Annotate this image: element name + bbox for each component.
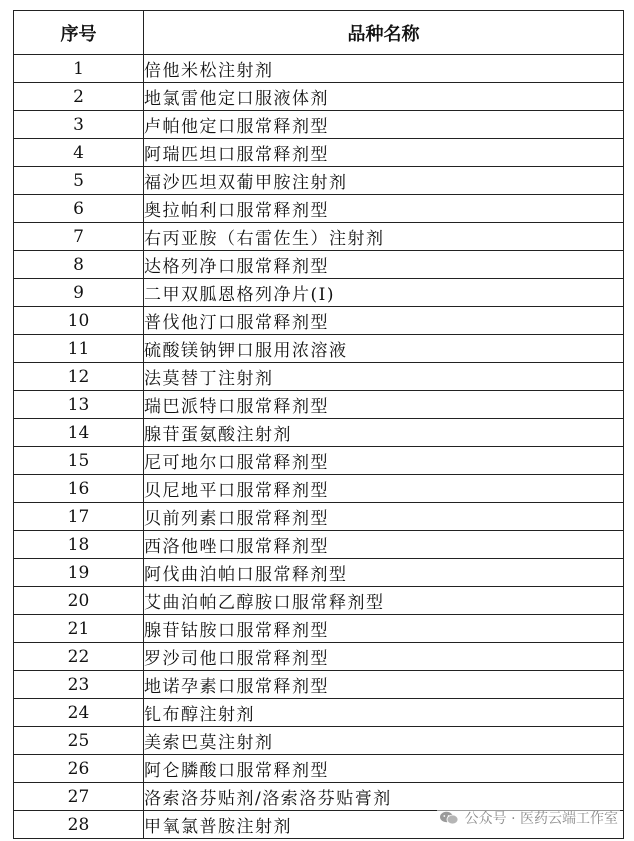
table-row [14,195,624,223]
variety-name-cell: 福沙匹坦双葡甲胺注射剂 [144,167,624,195]
table-row [14,727,624,755]
table-row [14,531,624,559]
variety-name-cell: 阿伐曲泊帕口服常释剂型 [144,559,624,587]
table-row [14,699,624,727]
table-row [14,307,624,335]
table-row [14,279,624,307]
variety-name-cell: 达格列净口服常释剂型 [144,251,624,279]
serial-number-cell: 27 [14,783,144,811]
variety-name-cell: 艾曲泊帕乙醇胺口服常释剂型 [144,587,624,615]
serial-number-cell: 7 [14,223,144,251]
serial-number-cell: 2 [14,83,144,111]
table-header-row [14,11,624,55]
serial-number-cell: 5 [14,167,144,195]
table-body [14,55,624,839]
serial-number-cell: 9 [14,279,144,307]
variety-name-cell: 倍他米松注射剂 [144,55,624,83]
variety-name-cell: 贝尼地平口服常释剂型 [144,475,624,503]
table-row [14,391,624,419]
table-row [14,643,624,671]
variety-name-cell: 腺苷钴胺口服常释剂型 [144,615,624,643]
table-row [14,83,624,111]
serial-number-cell: 28 [14,811,144,839]
drug-varieties-table [13,10,624,839]
serial-number-cell: 17 [14,503,144,531]
variety-name-cell: 美索巴莫注射剂 [144,727,624,755]
serial-number-cell: 25 [14,727,144,755]
table-row [14,615,624,643]
table-row [14,139,624,167]
variety-name-cell: 贝前列素口服常释剂型 [144,503,624,531]
table-row [14,55,624,83]
variety-name-cell: 普伐他汀口服常释剂型 [144,307,624,335]
variety-name-cell: 阿瑞匹坦口服常释剂型 [144,139,624,167]
variety-name-cell: 甲氧氯普胺注射剂 [144,811,624,839]
serial-number-cell: 14 [14,419,144,447]
variety-name-cell: 钆布醇注射剂 [144,699,624,727]
variety-name-cell: 瑞巴派特口服常释剂型 [144,391,624,419]
variety-name-cell: 右丙亚胺（右雷佐生）注射剂 [144,223,624,251]
variety-name-cell: 地氯雷他定口服液体剂 [144,83,624,111]
serial-number-cell: 21 [14,615,144,643]
serial-number-cell: 22 [14,643,144,671]
header-serial-number: 序号 [14,11,144,55]
table-row [14,251,624,279]
table-row [14,503,624,531]
serial-number-cell: 16 [14,475,144,503]
variety-name-cell: 尼可地尔口服常释剂型 [144,447,624,475]
serial-number-cell: 15 [14,447,144,475]
table-row [14,447,624,475]
variety-name-cell: 罗沙司他口服常释剂型 [144,643,624,671]
serial-number-cell: 8 [14,251,144,279]
serial-number-cell: 13 [14,391,144,419]
variety-name-cell: 地诺孕素口服常释剂型 [144,671,624,699]
table-row [14,419,624,447]
table-row [14,587,624,615]
variety-name-cell: 西洛他唑口服常释剂型 [144,531,624,559]
serial-number-cell: 11 [14,335,144,363]
serial-number-cell: 4 [14,139,144,167]
header-variety-name: 品种名称 [144,11,624,55]
wechat-watermark [437,808,620,828]
table-row [14,111,624,139]
variety-name-cell: 卢帕他定口服常释剂型 [144,111,624,139]
serial-number-cell: 20 [14,587,144,615]
serial-number-cell: 23 [14,671,144,699]
variety-name-cell: 洛索洛芬贴剂/洛索洛芬贴膏剂 [144,783,624,811]
serial-number-cell: 18 [14,531,144,559]
table-row [14,783,624,811]
variety-name-cell: 法莫替丁注射剂 [144,363,624,391]
table-row [14,223,624,251]
table-row [14,559,624,587]
table-row [14,475,624,503]
serial-number-cell: 19 [14,559,144,587]
serial-number-cell: 12 [14,363,144,391]
variety-name-cell: 二甲双胍恩格列净片(I) [144,279,624,307]
table-row [14,167,624,195]
variety-name-cell: 阿仑膦酸口服常释剂型 [144,755,624,783]
serial-number-cell: 26 [14,755,144,783]
table-row [14,335,624,363]
table-row [14,363,624,391]
serial-number-cell: 3 [14,111,144,139]
table-row [14,755,624,783]
serial-number-cell: 6 [14,195,144,223]
variety-name-cell: 奥拉帕利口服常释剂型 [144,195,624,223]
serial-number-cell: 24 [14,699,144,727]
watermark-text: 公众号 · 医药云端工作室 [464,811,618,827]
serial-number-cell: 1 [14,55,144,83]
variety-name-cell: 腺苷蛋氨酸注射剂 [144,419,624,447]
serial-number-cell: 10 [14,307,144,335]
wechat-icon [439,811,459,825]
variety-name-cell: 硫酸镁钠钾口服用浓溶液 [144,335,624,363]
table-row [14,671,624,699]
